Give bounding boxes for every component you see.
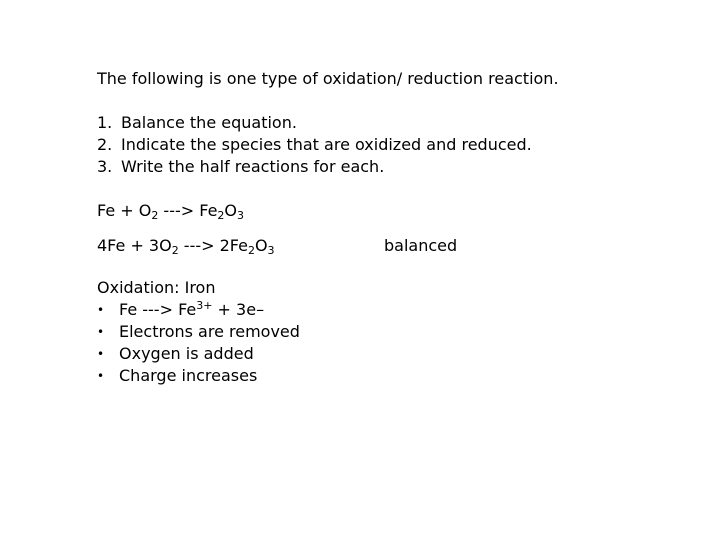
eq-o3: O xyxy=(224,201,238,220)
half-reaction-a: Fe ---> Fe xyxy=(119,300,197,319)
beq-fe-subscript: 2 xyxy=(247,244,255,257)
step-text: Balance the equation. xyxy=(121,113,297,132)
oxidation-item-1 xyxy=(97,299,265,319)
eq-o3-subscript: 3 xyxy=(237,209,245,222)
step-2 xyxy=(97,137,532,153)
step-3 xyxy=(97,159,384,175)
oxidation-item-2 xyxy=(97,324,300,340)
step-number: 3. xyxy=(97,157,113,176)
half-reaction-b: + 3e– xyxy=(212,300,265,319)
bullet-icon: • xyxy=(97,303,105,317)
oxidation-item-3 xyxy=(97,346,254,362)
unbalanced-equation xyxy=(97,201,245,222)
item-text: Charge increases xyxy=(119,366,258,385)
beq-o: O xyxy=(254,236,268,255)
eq-o-subscript: 2 xyxy=(151,209,159,222)
eq-fe2-subscript: 2 xyxy=(217,209,225,222)
step-number: 1. xyxy=(97,113,113,132)
oxidation-item-4 xyxy=(97,368,257,384)
beq-part1: 4Fe + 3O xyxy=(97,236,172,255)
balanced-equation xyxy=(97,236,275,257)
eq-plus: + xyxy=(115,201,139,220)
bullet-icon: • xyxy=(97,347,105,361)
item-text: Oxygen is added xyxy=(119,344,254,363)
bullet-icon: • xyxy=(97,325,105,339)
charge-superscript: 3+ xyxy=(196,299,213,312)
beq-arrow: ---> 2Fe xyxy=(178,236,248,255)
item-text: Electrons are removed xyxy=(119,322,300,341)
balanced-label: balanced xyxy=(384,236,458,255)
beq-o-subscript: 2 xyxy=(171,244,179,257)
eq-fe2: Fe xyxy=(199,201,218,220)
oxidation-heading: Oxidation: Iron xyxy=(97,278,216,297)
eq-fe: Fe xyxy=(97,201,116,220)
eq-o: O xyxy=(138,201,152,220)
step-text: Indicate the species that are oxidized and reduced. xyxy=(121,135,532,154)
eq-arrow: ---> xyxy=(158,201,200,220)
step-1 xyxy=(97,115,297,131)
intro-text: The following is one type of oxidation/ reduction reaction. xyxy=(97,69,559,88)
step-text: Write the half reactions for each. xyxy=(121,157,385,176)
bullet-icon: • xyxy=(97,369,105,383)
step-number: 2. xyxy=(97,135,113,154)
beq-o3-subscript: 3 xyxy=(267,244,275,257)
